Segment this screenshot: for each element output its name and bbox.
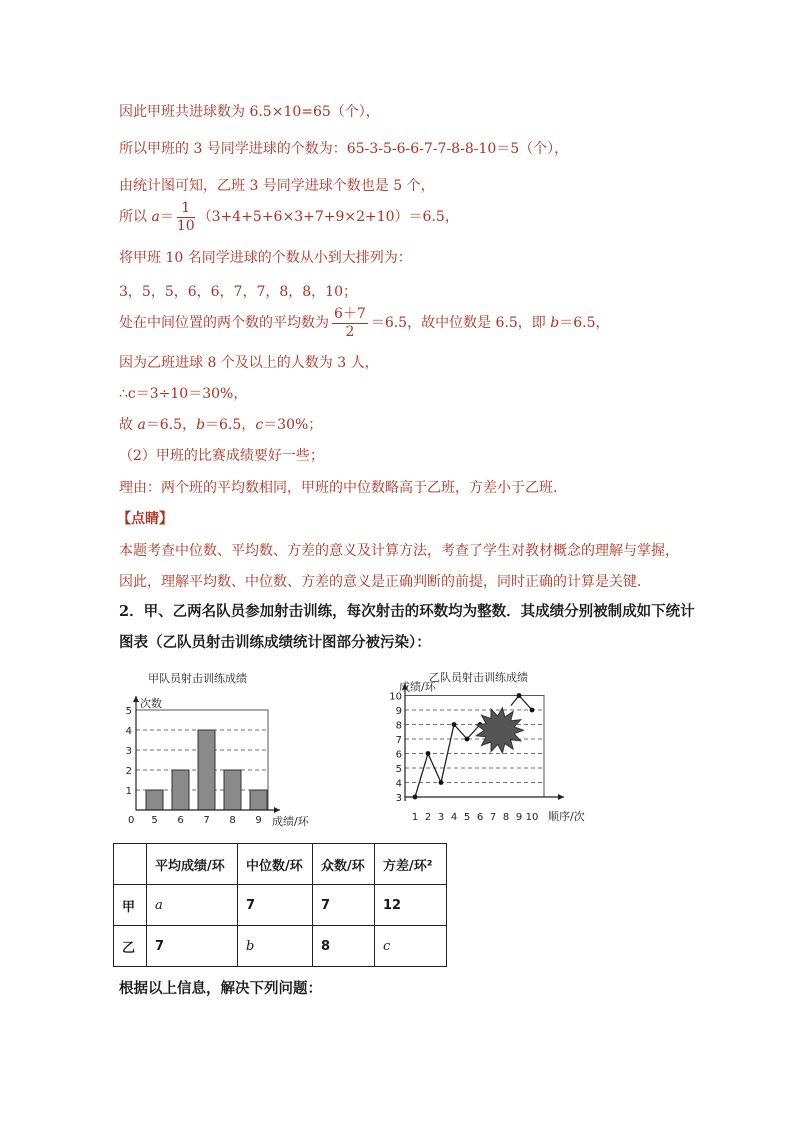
series-segment: [467, 725, 480, 740]
table-cell: c: [375, 926, 447, 967]
key-point-line-1: 本题考查中位数、平均数、方差的意义及计算方法，考查了学生对教材概念的理解与掌握，: [119, 543, 679, 559]
y-axis-label: 次数: [140, 697, 162, 710]
yi-line-chart: [385, 668, 625, 833]
var-a: a: [151, 209, 160, 225]
series-segment: [519, 696, 532, 711]
bar: [146, 790, 163, 810]
data-point: [530, 708, 535, 713]
table-cell: 7: [313, 885, 375, 926]
numerator: 1: [177, 200, 195, 218]
x-tick-label: 8: [229, 815, 236, 826]
text: 所以: [119, 209, 152, 225]
question-2-line-1: 2．甲、乙两名队员参加射击训练，每次射击的环数均为整数．其成绩分别被制成如下统计: [119, 603, 695, 620]
x-tick-label: 6: [476, 812, 484, 823]
table-header-cell: 中位数/环: [238, 844, 313, 885]
table-header-cell: 方差/环²: [375, 844, 447, 885]
table-header-cell: [114, 844, 147, 885]
x-tick-label: 5: [151, 815, 158, 826]
table-cell: 7: [238, 885, 313, 926]
y-tick-label: 3: [125, 746, 132, 757]
chart-title: 乙队员射击训练成绩: [429, 671, 528, 684]
table-row: [114, 926, 447, 967]
x-tick-label: 8: [502, 812, 510, 823]
series-segment: [415, 754, 428, 798]
text: 处在中间位置的两个数的平均数为: [119, 315, 329, 331]
solution-line-2: 所以甲班的 3 号同学进球的个数为：65-3-5-6-6-7-7-8-8-10＝5（个），: [119, 141, 569, 157]
y-axis-arrow: [133, 696, 139, 702]
text: 故: [119, 417, 138, 433]
y-tick-label: 4: [125, 726, 132, 737]
solution-line-4: [119, 200, 459, 234]
x-tick-label: 9: [255, 815, 262, 826]
solution-line-10: [119, 416, 322, 434]
data-point: [439, 780, 444, 785]
y-tick-label: 1: [125, 786, 132, 797]
solution-line-5: 将甲班 10 名同学进球的个数从小到大排列为：: [119, 250, 412, 266]
x-tick-label: 4: [450, 812, 458, 823]
table-cell: b: [238, 926, 313, 967]
data-point: [517, 693, 522, 698]
text: ＝30%；: [263, 417, 323, 433]
y-tick-label: 7: [395, 735, 402, 746]
solution-line-8: 因为乙班进球 8 个及以上的人数为 3 人，: [119, 355, 379, 371]
stats-table: [113, 843, 447, 967]
text: ＝6.5，故中位数是 6.5，即: [370, 315, 551, 331]
x-axis-label: 顺序/次: [548, 810, 585, 823]
table-cell: 12: [375, 885, 447, 926]
y-tick-label: 6: [395, 749, 402, 761]
var-b: b: [196, 417, 206, 433]
x-axis-label: 成绩/环: [272, 815, 309, 828]
solution-line-9: ∴c＝3÷10＝30%，: [119, 386, 248, 402]
table-cell: 乙: [114, 926, 147, 967]
solution-line-12: 理由：两个班的平均数相同，甲班的中位数略高于乙班，方差小于乙班．: [119, 480, 567, 496]
fraction: [177, 200, 195, 234]
y-tick-label: 5: [395, 764, 402, 775]
table-cell: a: [147, 885, 238, 926]
solution-line-6: 3，5，5，6，6，7，7，8，8，10；: [119, 284, 357, 300]
y-tick-label: 5: [125, 706, 132, 717]
text: ＝: [159, 209, 174, 225]
solution-line-11: （2）甲班的比赛成绩要好一些；: [119, 448, 324, 464]
question-2-prompt: 根据以上信息，解决下列问题：: [119, 980, 322, 997]
solution-line-3: 由统计图可知，乙班 3 号同学进球个数也是 5 个，: [119, 178, 435, 194]
question-2-line-2: 图表（乙队员射击训练成绩统计图部分被污染）：: [119, 634, 431, 651]
bar: [224, 770, 241, 810]
origin-label: 0: [128, 815, 135, 826]
x-tick-label: 10: [525, 812, 539, 823]
denominator: 2: [345, 324, 355, 340]
table-cell: 8: [313, 926, 375, 967]
ink-stain: [476, 708, 523, 753]
y-tick-label: 4: [395, 778, 402, 790]
chart-title: 甲队员射击训练成绩: [148, 672, 247, 685]
key-point-heading: 【点睛】: [117, 511, 173, 527]
x-tick-label: 5: [463, 812, 471, 823]
table-header-row: [114, 844, 447, 885]
data-point: [452, 722, 457, 727]
bar: [172, 770, 189, 810]
y-tick-label: 2: [125, 766, 132, 777]
plot-frame: [405, 696, 544, 798]
table-row: [114, 885, 447, 926]
text: ＝6.5，: [205, 417, 256, 433]
var-b: b: [550, 315, 560, 331]
x-axis-arrow: [274, 807, 280, 813]
bar: [250, 790, 267, 810]
table-header-cell: 众数/环: [313, 844, 375, 885]
var-a: a: [137, 417, 146, 433]
text: （3+4+5+6×3+7+9×2+10）＝6.5，: [197, 209, 459, 225]
x-tick-label: 3: [437, 812, 445, 823]
text: ＝6.5，: [145, 417, 197, 433]
text: ＝6.5，: [559, 315, 610, 331]
x-tick-label: 7: [489, 812, 497, 823]
table-cell: 甲: [114, 885, 147, 926]
numerator: 6＋7: [334, 306, 366, 322]
y-tick-label: 8: [395, 720, 402, 732]
data-point: [465, 737, 470, 742]
series-segment: [454, 725, 467, 740]
jia-bar-chart: [114, 668, 354, 833]
data-point: [426, 751, 431, 756]
x-tick-label: 2: [424, 812, 432, 823]
x-axis-arrow: [558, 794, 564, 800]
x-tick-label: 9: [515, 812, 523, 823]
table-cell: 7: [147, 926, 238, 967]
y-tick-label: 10: [389, 691, 402, 703]
denominator: 10: [176, 218, 195, 234]
table-header-cell: 平均成绩/环: [147, 844, 238, 885]
x-tick-label: 6: [177, 815, 184, 826]
solution-line-1: 因此甲班共进球数为 6.5×10=65（个），: [119, 104, 380, 120]
x-tick-label: 7: [203, 815, 210, 826]
var-c: c: [255, 417, 264, 433]
x-tick-label: 1: [411, 812, 419, 823]
y-axis-label: 成绩/环: [399, 680, 436, 694]
y-tick-label: 3: [395, 793, 402, 804]
bar: [198, 730, 215, 810]
fraction: [332, 306, 368, 340]
key-point-line-2: 因此，理解平均数、中位数、方差的意义是正确判断的前提，同时正确的计算是关键．: [119, 574, 651, 590]
solution-line-7: [119, 306, 610, 340]
y-tick-label: 9: [395, 706, 402, 717]
